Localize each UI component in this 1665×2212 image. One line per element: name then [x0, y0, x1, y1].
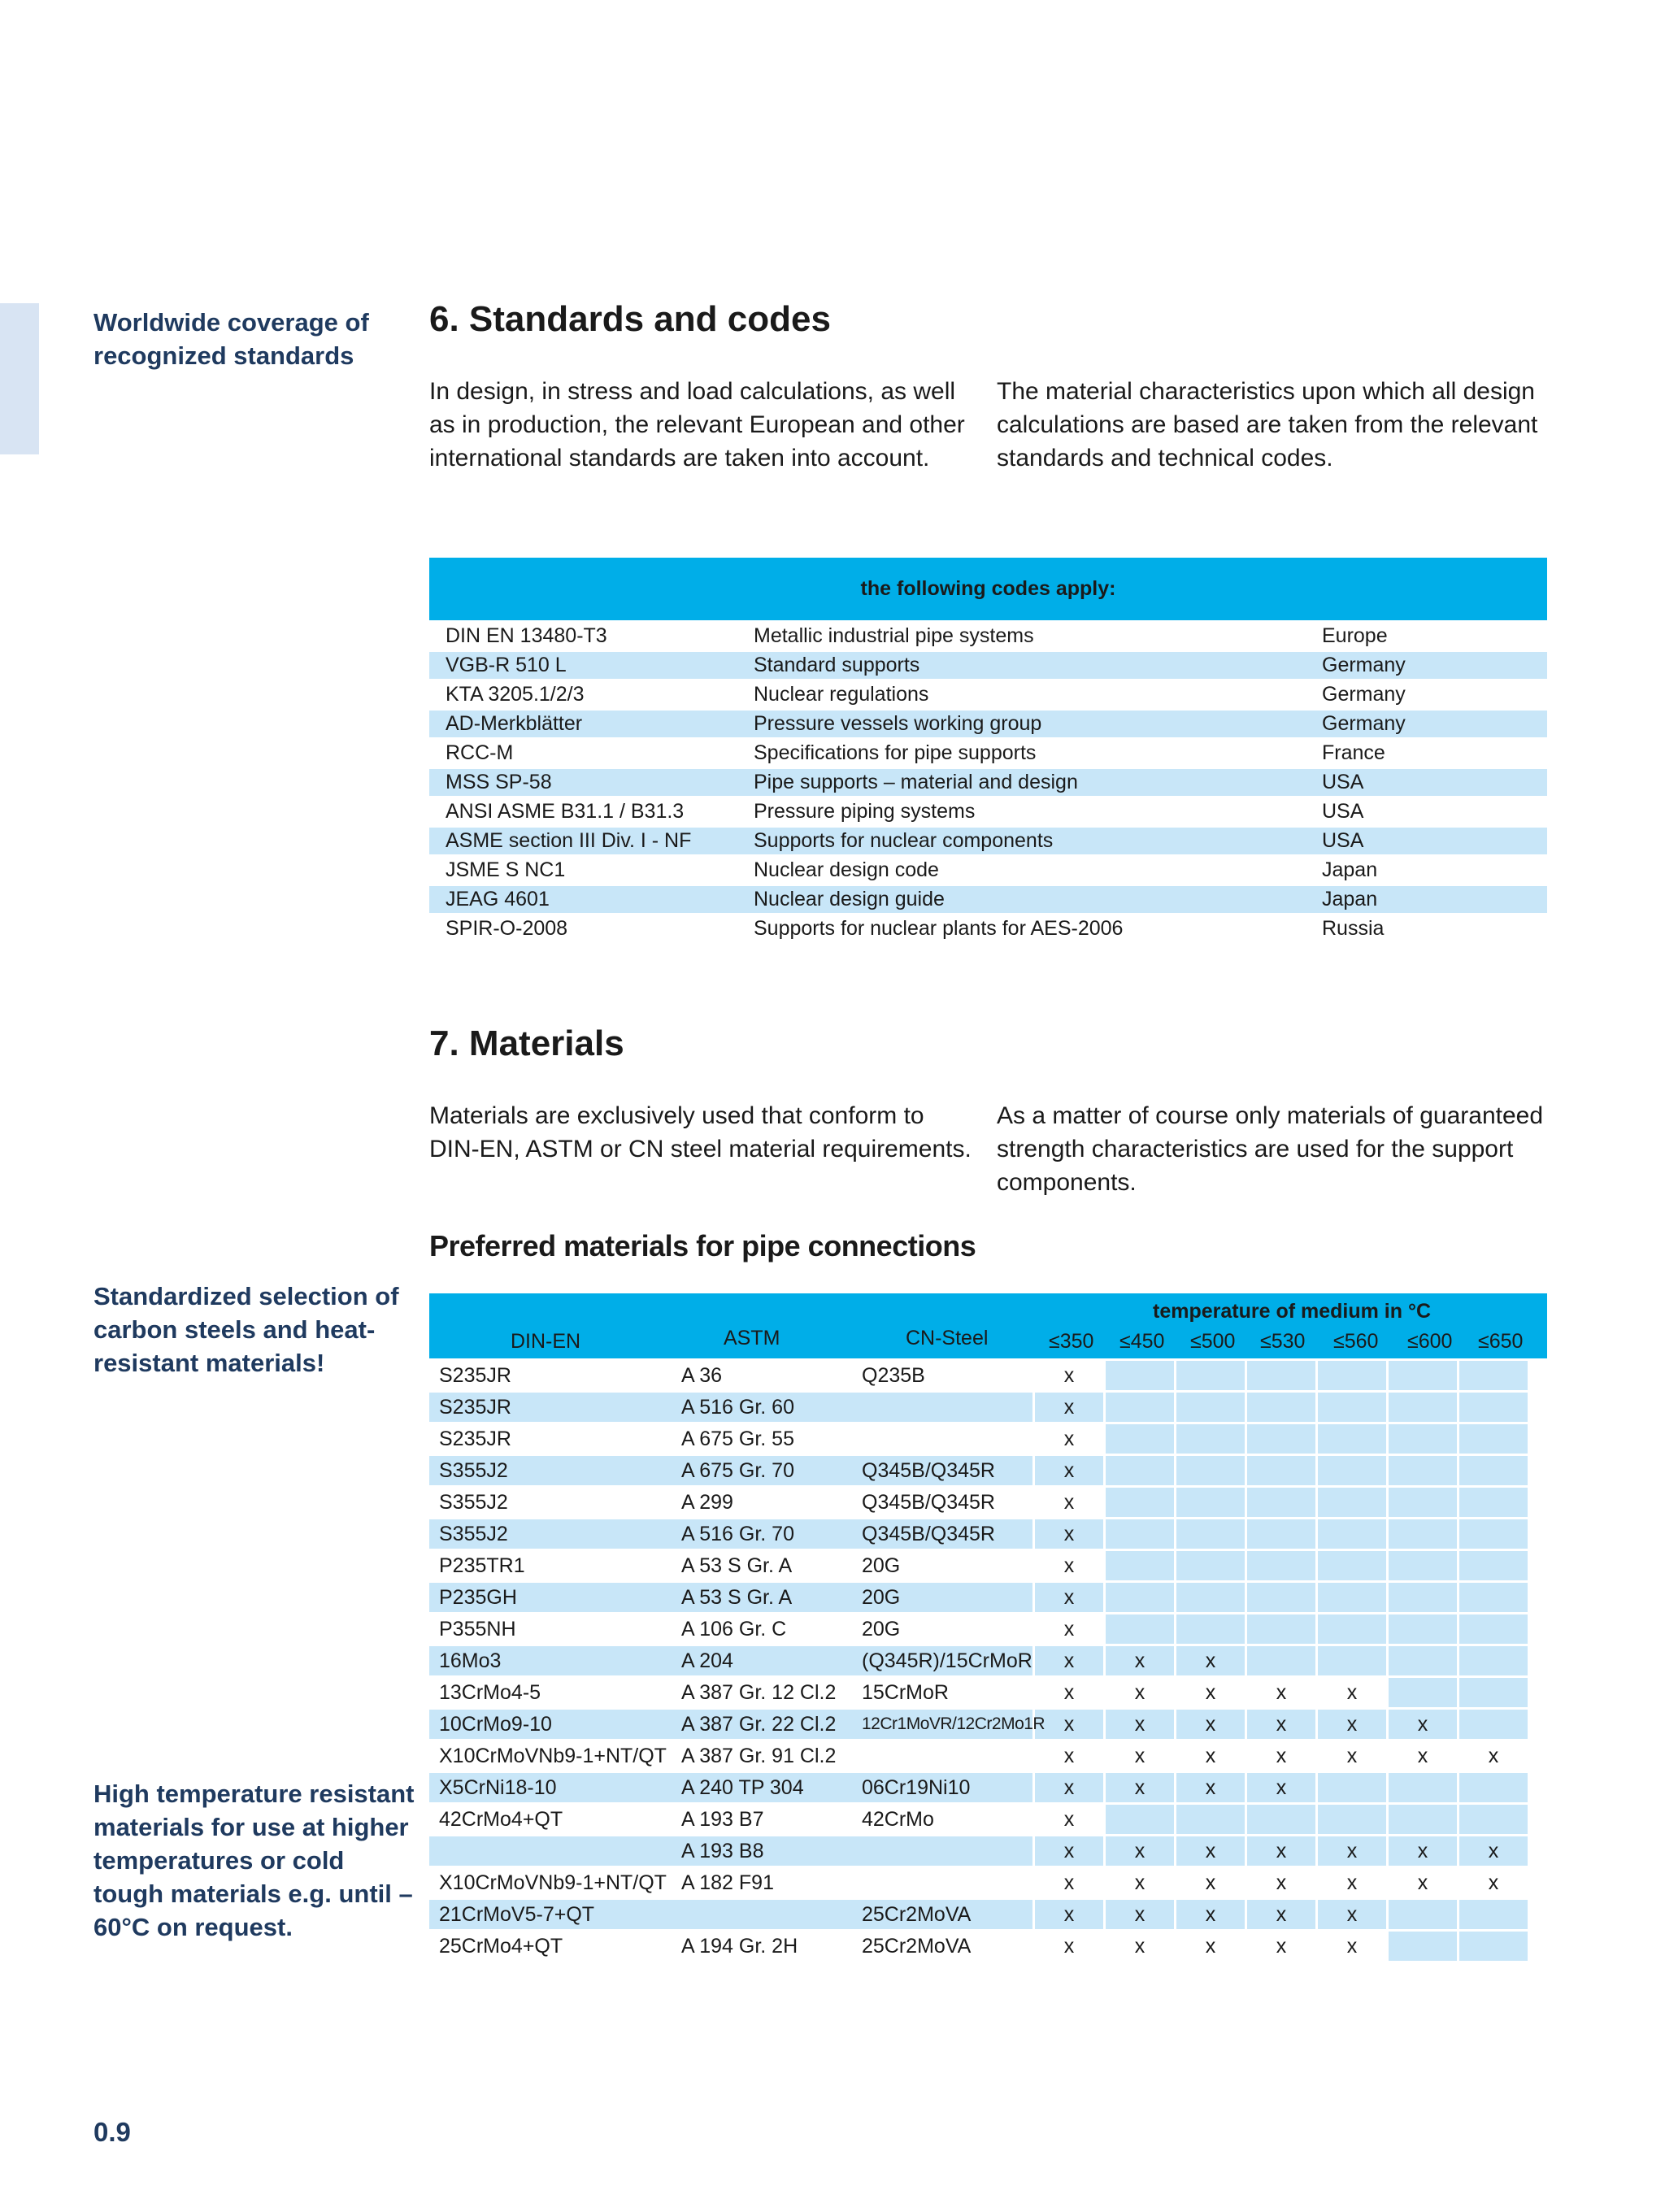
- temp-cell-shading: [1389, 1614, 1457, 1644]
- temp-mark: x: [1134, 1649, 1146, 1672]
- section-6-para-left: In design, in stress and load calculations, as well as in production, the relevant European and other international standards are taken into account.: [429, 378, 965, 472]
- cn-cell: (Q345R)/15CrMoR: [862, 1649, 1032, 1672]
- temp-cell-shading: [1318, 1805, 1386, 1834]
- temp-mark: x: [1276, 1935, 1287, 1958]
- description-cell: Pressure vessels working group: [754, 712, 1042, 735]
- temp-cell-shading: [1176, 1361, 1245, 1390]
- temp-cell-shading: [1106, 1361, 1174, 1390]
- cn-cell: 12Cr1MoVR/12Cr2Mo1R: [862, 1714, 1046, 1733]
- materials-table-row: [429, 1424, 1547, 1454]
- din-cell: P235TR1: [439, 1554, 525, 1577]
- region-cell: Russia: [1322, 917, 1385, 940]
- temp-cell-shading: [1106, 1488, 1174, 1517]
- temp-cell-shading: [1318, 1583, 1386, 1612]
- cn-cell: Q345B/Q345R: [862, 1491, 995, 1514]
- materials-table-row: [429, 1646, 1547, 1675]
- region-cell: Europe: [1322, 624, 1388, 647]
- codes-table-row: [429, 828, 1547, 854]
- astm-cell: A 204: [681, 1649, 733, 1672]
- temp-mark: x: [1063, 1649, 1075, 1672]
- din-cell: P355NH: [439, 1618, 516, 1641]
- materials-table: [429, 1293, 1547, 1961]
- temp-mark: x: [1205, 1745, 1216, 1767]
- codes-table-body: [429, 623, 1547, 942]
- temp-mark: x: [1205, 1840, 1216, 1862]
- materials-table-row: [429, 1488, 1547, 1517]
- cn-cell: Q345B/Q345R: [862, 1459, 995, 1482]
- temp-cell-shading: [1318, 1519, 1386, 1549]
- temp-mark: x: [1063, 1935, 1075, 1958]
- temp-cell-shading: [1389, 1361, 1457, 1390]
- cn-cell: 20G: [862, 1618, 901, 1641]
- region-cell: France: [1322, 741, 1385, 764]
- temp-cell-shading: [1459, 1488, 1528, 1517]
- temp-mark: x: [1134, 1681, 1146, 1704]
- temp-mark: x: [1063, 1586, 1075, 1609]
- cn-cell: 20G: [862, 1586, 901, 1609]
- temp-cell-shading: [1389, 1900, 1457, 1929]
- side-note-high-temp: High temperature resistant materials for use at higher temperatures or cold tough materials e.g. until –60°C on request.: [93, 1780, 415, 1941]
- temp-mark: x: [1134, 1776, 1146, 1799]
- temp-header: ≤530: [1260, 1330, 1306, 1353]
- temp-cell-shading: [1459, 1551, 1528, 1580]
- materials-table-row: [429, 1836, 1547, 1866]
- region-cell: Japan: [1322, 858, 1378, 881]
- temp-cell-shading: [1459, 1710, 1528, 1739]
- temp-mark: x: [1205, 1776, 1216, 1799]
- din-cell: S235JR: [439, 1396, 511, 1419]
- description-cell: Supports for nuclear components: [754, 829, 1054, 852]
- temp-cell-shading: [1318, 1393, 1386, 1422]
- code-cell: DIN EN 13480-T3: [446, 624, 607, 647]
- temp-mark: x: [1063, 1554, 1075, 1577]
- temp-mark: x: [1346, 1840, 1358, 1862]
- code-cell: AD-Merkblätter: [446, 712, 583, 735]
- astm-cell: A 387 Gr. 12 Cl.2: [681, 1681, 837, 1704]
- astm-cell: A 240 TP 304: [681, 1776, 804, 1799]
- codes-table-header: the following codes apply:: [429, 558, 1547, 620]
- temp-mark: x: [1276, 1681, 1287, 1704]
- temp-cell-shading: [1459, 1932, 1528, 1961]
- din-cell: 42CrMo4+QT: [439, 1808, 563, 1831]
- section-7-para-left: Materials are exclusively used that conform to DIN-EN, ASTM or CN steel material requirements.: [429, 1102, 972, 1162]
- temp-mark: x: [1488, 1745, 1499, 1767]
- col-header-cn: CN-Steel: [906, 1327, 989, 1349]
- astm-cell: A 387 Gr. 22 Cl.2: [681, 1713, 837, 1736]
- din-cell: S235JR: [439, 1364, 511, 1387]
- din-cell: S235JR: [439, 1428, 511, 1450]
- codes-table-row: [429, 740, 1547, 767]
- temp-mark: x: [1417, 1840, 1428, 1862]
- astm-cell: A 53 S Gr. A: [681, 1554, 793, 1577]
- materials-table-row: [429, 1900, 1547, 1929]
- temp-mark: x: [1063, 1776, 1075, 1799]
- temp-cell-shading: [1389, 1646, 1457, 1675]
- region-cell: Germany: [1322, 712, 1406, 735]
- section-side-tab: [0, 303, 39, 454]
- temp-cell-shading: [1247, 1646, 1315, 1675]
- codes-table-row: [429, 623, 1547, 650]
- temp-mark: x: [1276, 1745, 1287, 1767]
- description-cell: Standard supports: [754, 654, 920, 676]
- temp-mark: x: [1205, 1871, 1216, 1894]
- temp-cell-shading: [1389, 1456, 1457, 1485]
- temp-mark: x: [1063, 1459, 1075, 1482]
- temp-cell-shading: [1459, 1646, 1528, 1675]
- temp-mark: x: [1417, 1871, 1428, 1894]
- astm-cell: A 675 Gr. 55: [681, 1428, 794, 1450]
- temp-mark: x: [1488, 1871, 1499, 1894]
- codes-table-row: [429, 652, 1547, 679]
- din-cell: 25CrMo4+QT: [439, 1935, 563, 1958]
- code-cell: JEAG 4601: [446, 888, 550, 910]
- temp-cell-shading: [1389, 1551, 1457, 1580]
- description-cell: Nuclear design guide: [754, 888, 945, 910]
- temp-mark: x: [1276, 1713, 1287, 1736]
- temp-cell-shading: [1106, 1424, 1174, 1454]
- temp-cell-shading: [1389, 1678, 1457, 1707]
- temp-cell-shading: [1247, 1805, 1315, 1834]
- side-note-selection: Standardized selection of carbon steels and heat-resistant materials!: [93, 1282, 399, 1377]
- temp-mark: x: [1063, 1808, 1075, 1831]
- temp-cell-shading: [1176, 1393, 1245, 1422]
- description-cell: Supports for nuclear plants for AES-2006: [754, 917, 1124, 940]
- materials-table-row: [429, 1551, 1547, 1580]
- description-cell: Metallic industrial pipe systems: [754, 624, 1034, 647]
- temp-mark: x: [1063, 1364, 1075, 1387]
- temp-mark: x: [1063, 1840, 1075, 1862]
- temp-mark: x: [1134, 1745, 1146, 1767]
- temp-cell-shading: [1318, 1773, 1386, 1802]
- din-cell: X10CrMoVNb9-1+NT/QT: [439, 1745, 667, 1767]
- temp-cell-shading: [1459, 1805, 1528, 1834]
- temp-mark: x: [1134, 1840, 1146, 1862]
- astm-cell: A 106 Gr. C: [681, 1618, 787, 1641]
- materials-table-row: [429, 1519, 1547, 1549]
- codes-table-row: [429, 711, 1547, 737]
- temp-cell-shading: [1318, 1361, 1386, 1390]
- side-note-coverage: Worldwide coverage of recognized standards: [93, 308, 369, 370]
- materials-table-row: [429, 1805, 1547, 1834]
- temp-cell-shading: [1318, 1646, 1386, 1675]
- temp-mark: x: [1276, 1840, 1287, 1862]
- temp-mark: x: [1346, 1935, 1358, 1958]
- temp-cell-shading: [1459, 1519, 1528, 1549]
- temp-cell-shading: [1389, 1519, 1457, 1549]
- col-header-din: DIN-EN: [511, 1330, 581, 1353]
- din-cell: 21CrMoV5-7+QT: [439, 1903, 595, 1926]
- astm-cell: A 182 F91: [681, 1871, 774, 1894]
- temp-mark: x: [1346, 1681, 1358, 1704]
- temp-mark: x: [1063, 1713, 1075, 1736]
- materials-table-header: [429, 1293, 1547, 1358]
- temp-mark: x: [1134, 1713, 1146, 1736]
- codes-table-row: [429, 886, 1547, 913]
- materials-table-row: [429, 1773, 1547, 1802]
- materials-table-row: [429, 1710, 1547, 1739]
- cn-cell: 20G: [862, 1554, 901, 1577]
- temp-mark: x: [1276, 1776, 1287, 1799]
- description-cell: Pipe supports – material and design: [754, 771, 1078, 793]
- codes-table: [429, 558, 1547, 942]
- temp-cell-shading: [1247, 1551, 1315, 1580]
- temp-cell-shading: [1459, 1583, 1528, 1612]
- description-cell: Nuclear design code: [754, 858, 939, 881]
- temp-cell-shading: [1389, 1773, 1457, 1802]
- materials-table-body: [429, 1361, 1547, 1961]
- materials-table-row: [429, 1868, 1547, 1897]
- cn-cell: 06Cr19Ni10: [862, 1776, 971, 1799]
- temp-cell-shading: [1176, 1805, 1245, 1834]
- temp-header: ≤560: [1333, 1330, 1379, 1353]
- astm-cell: A 299: [681, 1491, 733, 1514]
- temp-mark: x: [1063, 1745, 1075, 1767]
- din-cell: S355J2: [439, 1491, 508, 1514]
- temp-mark: x: [1063, 1523, 1075, 1545]
- temp-mark: x: [1063, 1396, 1075, 1419]
- temp-header: ≤650: [1478, 1330, 1524, 1353]
- codes-table-row: [429, 681, 1547, 708]
- temp-cell-shading: [1459, 1678, 1528, 1707]
- temp-mark: x: [1063, 1428, 1075, 1450]
- materials-table-row: [429, 1583, 1547, 1612]
- astm-cell: A 516 Gr. 70: [681, 1523, 794, 1545]
- codes-table-row: [429, 798, 1547, 825]
- region-cell: Germany: [1322, 683, 1406, 706]
- code-cell: KTA 3205.1/2/3: [446, 683, 585, 706]
- temp-cell-shading: [1247, 1393, 1315, 1422]
- temp-cell-shading: [1389, 1583, 1457, 1612]
- temp-cell-shading: [1106, 1456, 1174, 1485]
- temp-cell-shading: [1176, 1488, 1245, 1517]
- region-cell: USA: [1322, 829, 1364, 852]
- temp-cell-shading: [1176, 1614, 1245, 1644]
- temp-cell-shading: [1459, 1900, 1528, 1929]
- temp-mark: x: [1205, 1903, 1216, 1926]
- din-cell: X5CrNi18-10: [439, 1776, 557, 1799]
- temp-cell-shading: [1106, 1583, 1174, 1612]
- section-7-title: 7. Materials: [429, 1023, 624, 1063]
- temp-cell-shading: [1318, 1488, 1386, 1517]
- cn-cell: 25Cr2MoVA: [862, 1935, 972, 1958]
- temp-cell-shading: [1106, 1551, 1174, 1580]
- temp-mark: x: [1276, 1903, 1287, 1926]
- region-cell: Germany: [1322, 654, 1406, 676]
- temp-mark: x: [1205, 1935, 1216, 1958]
- din-cell: 13CrMo4-5: [439, 1681, 541, 1704]
- cn-cell: 15CrMoR: [862, 1681, 949, 1704]
- materials-table-row: [429, 1456, 1547, 1485]
- temp-mark: x: [1134, 1903, 1146, 1926]
- temp-cell-shading: [1459, 1393, 1528, 1422]
- temp-cell-shading: [1247, 1456, 1315, 1485]
- region-cell: USA: [1322, 771, 1364, 793]
- din-cell: X10CrMoVNb9-1+NT/QT: [439, 1871, 667, 1894]
- cn-cell: Q345B/Q345R: [862, 1523, 995, 1545]
- temp-mark: x: [1346, 1745, 1358, 1767]
- description-cell: Pressure piping systems: [754, 800, 976, 823]
- temp-cell-shading: [1389, 1424, 1457, 1454]
- description-cell: Nuclear regulations: [754, 683, 929, 706]
- temperature-title: temperature of medium in °C: [1153, 1300, 1431, 1323]
- temp-cell-shading: [1106, 1393, 1174, 1422]
- temp-mark: x: [1063, 1618, 1075, 1641]
- astm-cell: A 36: [681, 1364, 723, 1387]
- materials-table-row: [429, 1361, 1547, 1390]
- temp-cell-shading: [1459, 1424, 1528, 1454]
- temp-header: ≤450: [1119, 1330, 1165, 1353]
- temp-mark: x: [1417, 1745, 1428, 1767]
- temp-mark: x: [1063, 1681, 1075, 1704]
- code-cell: VGB-R 510 L: [446, 654, 567, 676]
- temp-cell-shading: [1247, 1614, 1315, 1644]
- region-cell: USA: [1322, 800, 1364, 823]
- temp-mark: x: [1488, 1840, 1499, 1862]
- section-6-para-right: The material characteristics upon which all design calculations are based are taken from the relevant standards and technical codes.: [997, 378, 1538, 472]
- din-cell: 16Mo3: [439, 1649, 502, 1672]
- codes-table-row: [429, 915, 1547, 942]
- din-cell: S355J2: [439, 1459, 508, 1482]
- temp-cell-shading: [1459, 1614, 1528, 1644]
- description-cell: Specifications for pipe supports: [754, 741, 1037, 764]
- materials-table-row: [429, 1614, 1547, 1644]
- temp-cell-shading: [1318, 1456, 1386, 1485]
- din-cell: P235GH: [439, 1586, 517, 1609]
- din-cell: 10CrMo9-10: [439, 1713, 552, 1736]
- temp-cell-shading: [1247, 1519, 1315, 1549]
- temp-mark: x: [1134, 1935, 1146, 1958]
- temp-cell-shading: [1318, 1551, 1386, 1580]
- temp-mark: x: [1063, 1871, 1075, 1894]
- materials-table-row: [429, 1393, 1547, 1422]
- materials-subtitle: Preferred materials for pipe connections: [429, 1229, 976, 1262]
- code-cell: ASME section III Div. I - NF: [446, 829, 692, 852]
- temp-cell-shading: [1176, 1551, 1245, 1580]
- cn-cell: Q235B: [862, 1364, 925, 1387]
- temp-cell-shading: [1106, 1805, 1174, 1834]
- code-cell: RCC-M: [446, 741, 514, 764]
- temp-cell-shading: [1459, 1456, 1528, 1485]
- astm-cell: A 675 Gr. 70: [681, 1459, 794, 1482]
- temp-cell-shading: [1106, 1614, 1174, 1644]
- temp-cell-shading: [1389, 1805, 1457, 1834]
- temp-cell-shading: [1318, 1614, 1386, 1644]
- temp-mark: x: [1205, 1681, 1216, 1704]
- astm-cell: A 516 Gr. 60: [681, 1396, 794, 1419]
- temp-cell-shading: [1247, 1424, 1315, 1454]
- section-7-para-right: As a matter of course only materials of guaranteed strength characteristics are used for the support components.: [997, 1102, 1544, 1196]
- astm-cell: A 193 B8: [681, 1840, 764, 1862]
- section-6-title: 6. Standards and codes: [429, 299, 831, 339]
- temp-cell-shading: [1176, 1424, 1245, 1454]
- materials-table-row: [429, 1678, 1547, 1707]
- astm-cell: A 387 Gr. 91 Cl.2: [681, 1745, 837, 1767]
- code-cell: SPIR-O-2008: [446, 917, 568, 940]
- temp-cell-shading: [1106, 1519, 1174, 1549]
- temp-cell-shading: [1389, 1488, 1457, 1517]
- codes-table-row: [429, 857, 1547, 884]
- astm-cell: A 194 Gr. 2H: [681, 1935, 798, 1958]
- astm-cell: A 53 S Gr. A: [681, 1586, 793, 1609]
- din-cell: S355J2: [439, 1523, 508, 1545]
- temp-mark: x: [1276, 1871, 1287, 1894]
- temp-mark: x: [1134, 1871, 1146, 1894]
- temp-mark: x: [1346, 1903, 1358, 1926]
- temp-mark: x: [1346, 1713, 1358, 1736]
- code-cell: JSME S NC1: [446, 858, 566, 881]
- code-cell: MSS SP-58: [446, 771, 552, 793]
- region-cell: Japan: [1322, 888, 1378, 910]
- materials-table-row: [429, 1741, 1547, 1771]
- temp-cell-shading: [1176, 1583, 1245, 1612]
- code-cell: ANSI ASME B31.1 / B31.3: [446, 800, 685, 823]
- temp-cell-shading: [1247, 1361, 1315, 1390]
- codes-table-row: [429, 769, 1547, 796]
- temp-cell-shading: [1459, 1361, 1528, 1390]
- temp-header: ≤350: [1049, 1330, 1094, 1353]
- temp-cell-shading: [1176, 1456, 1245, 1485]
- temp-header: ≤600: [1407, 1330, 1453, 1353]
- temp-mark: x: [1063, 1491, 1075, 1514]
- materials-table-row: [429, 1932, 1547, 1961]
- page-number: 0.9: [93, 2117, 131, 2147]
- temp-mark: x: [1063, 1903, 1075, 1926]
- temp-cell-shading: [1459, 1773, 1528, 1802]
- temp-cell-shading: [1389, 1393, 1457, 1422]
- col-header-astm: ASTM: [724, 1327, 780, 1349]
- temp-cell-shading: [1176, 1519, 1245, 1549]
- temp-mark: x: [1417, 1713, 1428, 1736]
- astm-cell: A 193 B7: [681, 1808, 764, 1831]
- cn-cell: 25Cr2MoVA: [862, 1903, 972, 1926]
- temp-cell-shading: [1389, 1932, 1457, 1961]
- temp-cell-shading: [1318, 1424, 1386, 1454]
- temp-cell-shading: [1247, 1488, 1315, 1517]
- temp-cell-shading: [1247, 1583, 1315, 1612]
- temp-mark: x: [1205, 1713, 1216, 1736]
- temp-mark: x: [1346, 1871, 1358, 1894]
- cn-cell: 42CrMo: [862, 1808, 934, 1831]
- temp-mark: x: [1205, 1649, 1216, 1672]
- temp-header: ≤500: [1190, 1330, 1236, 1353]
